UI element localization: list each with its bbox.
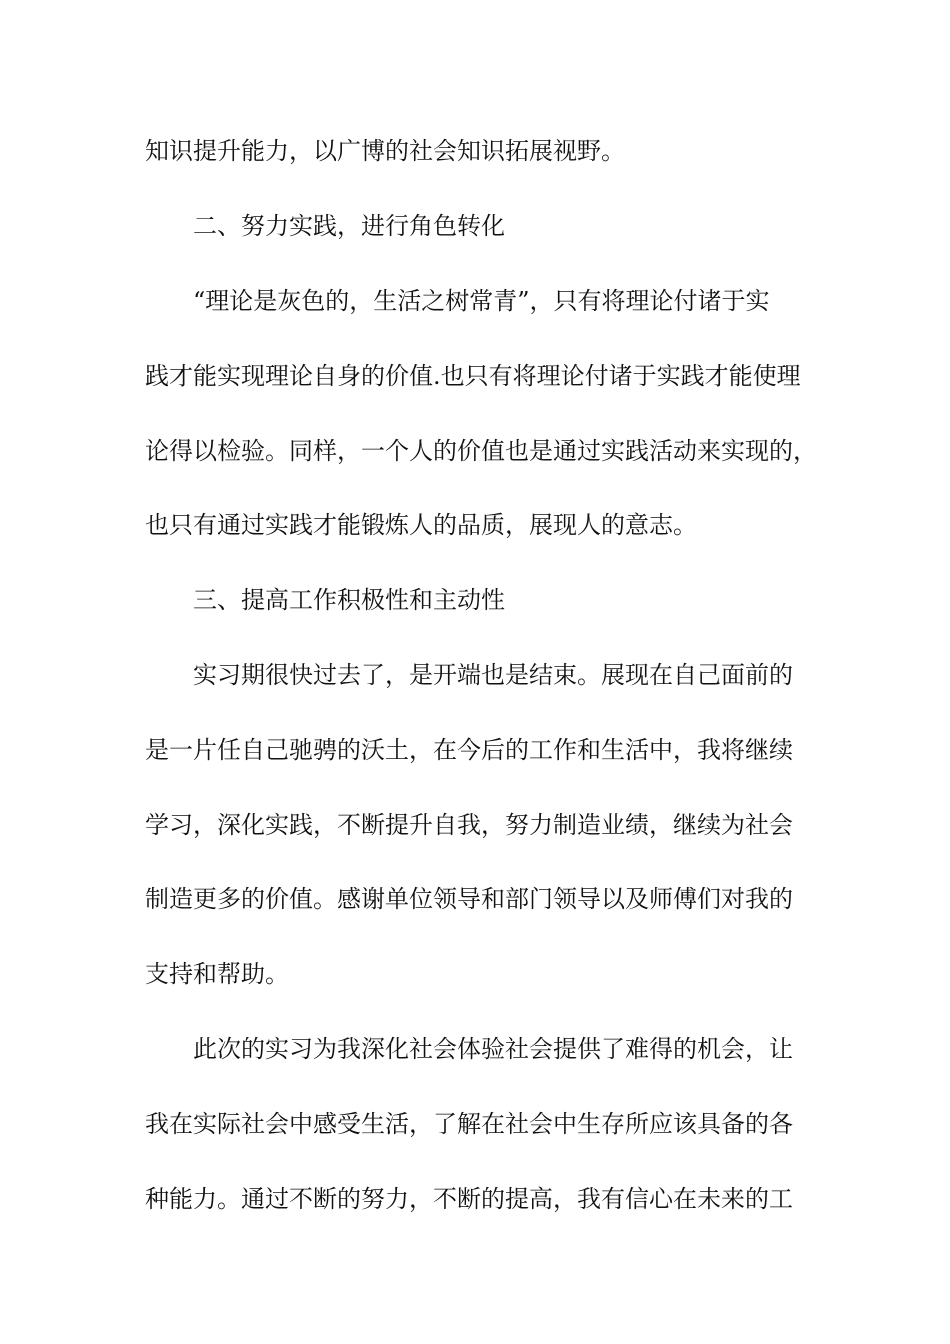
text-line: 实习期很快过去了，是开端也是结束。展现在自己面前的 xyxy=(193,661,793,689)
text-line: 我在实际社会中感受生活，了解在社会中生存所应该具备的各 xyxy=(145,1110,793,1138)
section-heading: 二、努力实践，进行角色转化 xyxy=(193,212,505,240)
text-line: 论得以检验。同样，一个人的价值也是通过实践活动来实现的， xyxy=(145,437,817,465)
text-line: 学习，深化实践，不断提升自我，努力制造业绩，继续为社会 xyxy=(145,811,793,839)
text-line: 践才能实现理论自身的价值.也只有将理论付诸于实践才能使理 xyxy=(145,362,801,390)
text-line: 是一片任自己驰骋的沃土，在今后的工作和生活中，我将继续 xyxy=(145,736,793,764)
section-heading: 三、提高工作积极性和主动性 xyxy=(193,586,505,614)
text-line: 知识提升能力，以广博的社会知识拓展视野。 xyxy=(145,137,625,165)
text-line: 此次的实习为我深化社会体验社会提供了难得的机会，让 xyxy=(193,1035,793,1063)
text-line: 支持和帮助。 xyxy=(145,960,289,988)
text-line: 制造更多的价值。感谢单位领导和部门领导以及师傅们对我的 xyxy=(145,885,793,913)
text-line: 也只有通过实践才能锻炼人的品质，展现人的意志。 xyxy=(145,511,697,539)
text-line: 种能力。通过不断的努力，不断的提高，我有信心在未来的工 xyxy=(145,1185,793,1213)
text-line: “理论是灰色的，生活之树常青”，只有将理论付诸于实 xyxy=(193,287,770,315)
